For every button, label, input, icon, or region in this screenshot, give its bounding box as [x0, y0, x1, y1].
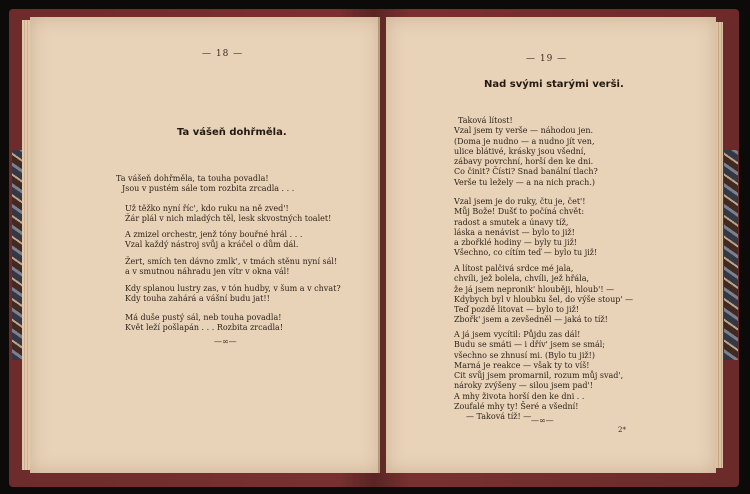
poem-line: Zoufalé mhy ty! Šeré a všední! [454, 402, 579, 412]
poem-line: Kdy touha zahárá a vášní budu jat!! [125, 294, 270, 304]
poem-line: nároky zvýšeny — silou jsem pad'! [454, 381, 593, 391]
left-stanza-5 [125, 284, 341, 305]
poem-line: radost a smutek a únavy tíž, [454, 217, 569, 227]
poem-line: Co činit? Čísti? Snad banální tlach? [454, 167, 598, 177]
right-stanza-2 [454, 197, 597, 259]
poem-line: Žár plál v nich mladých těl, lesk skvostných toalet! [125, 214, 332, 224]
left-stanza-1 [116, 174, 294, 195]
poem-line: že já jsem nepronik' hlouběji, hloub'! — [454, 284, 615, 294]
poem-line: Květ leží pošlapán . . . Rozbita zrcadla! [125, 323, 284, 333]
signature-mark: 2* [618, 426, 626, 434]
poem-line: Jsou v pustém sále tom rozbita zrcadla . . . [122, 184, 295, 194]
poem-line: Můj Bože! Dušť to počíná chvět: [454, 207, 585, 217]
left-ornament-divider: —∞— [214, 337, 237, 346]
poem-line: Vzal jsem je do ruky, čtu je, čet'! [454, 197, 586, 206]
poem-line: Už těžko nyní říc', kdo ruku na ně zved'! [125, 204, 289, 213]
poem-line: Kdy splanou lustry zas, v tón hudby, v šum a v chvat? [125, 284, 341, 293]
poem-line: Taková lítost! [458, 116, 513, 125]
right-poem-title: Nad svými starými verši. [484, 79, 624, 90]
poem-line: a zbořklé hodiny — byly tu již! [454, 238, 578, 248]
left-poem-title: Ta vášeň dohřměla. [177, 127, 287, 138]
poem-line: A já jsem vycítil: Půjdu zas dál! [454, 330, 581, 339]
poem-line: A zmizel orchestr, jenž tóny bouřné hrál . . . [125, 230, 303, 239]
poem-line: všechno se zhnusí mi. (Bylo tu již!) [454, 350, 595, 360]
poem-line: Všechno, co cítím teď — bylo tu již! [454, 248, 598, 258]
poem-line: láska a nenávist — bylo to již! [454, 227, 575, 237]
right-stanza-1 [454, 116, 598, 188]
poem-line: A mhy života horší den ke dni . . [454, 391, 585, 401]
left-stanza-3 [125, 230, 302, 251]
marbled-cover-right [724, 150, 738, 360]
poem-line: Budu se smáti — i dřív' jsem se smál; [454, 340, 605, 350]
left-stanza-6 [125, 313, 283, 334]
left-stanza-2 [125, 204, 331, 225]
right-ornament-divider: —∞— [531, 416, 554, 425]
left-stanza-4 [125, 257, 337, 278]
poem-line: Vzal jsem ty verše — náhodou jen. [454, 126, 594, 136]
poem-line: Má duše pustý sál, neb touha povadla! [125, 313, 282, 322]
poem-line: Marná je reakce — však ty to víš! [454, 360, 590, 370]
poem-line: ulice blátivé, krásky jsou všední, [454, 146, 586, 156]
poem-line: Vzal každý nástroj svůj a kráčel o dům dál. [125, 240, 299, 250]
right-stanza-4 [454, 330, 623, 423]
poem-line: — Taková tíž! — [466, 412, 532, 422]
poem-line: Kdybych byl v hloubku šel, do výše stoup' — [454, 294, 634, 304]
poem-line: zábavy povrchní, horší den ke dni. [454, 157, 594, 167]
page-edges-right [716, 22, 723, 468]
poem-line: Ta vášeň dohřměla, ta touha povadla! [116, 174, 269, 183]
poem-line: Cit svůj jsem promarnil, rozum můj svad', [454, 371, 624, 381]
poem-line: Žert, smích ten dávno zmlk', v tmách stěnu nyní sál! [125, 257, 338, 266]
poem-line: Teď pozdě litovat — bylo to již! [454, 305, 580, 315]
right-page-number: — 19 — [526, 54, 568, 64]
poem-line: Verše tu ležely — a na nich prach.) [454, 177, 595, 187]
poem-line: chvíli, jež bolela, chvíli, jež hřála, [454, 274, 590, 284]
poem-line: Zbořk' jsem a zevšedněl — jaká to tíž! [454, 315, 608, 325]
left-page-number: — 18 — [202, 49, 244, 59]
poem-line: (Doma je nudno — a nudno jít ven, [454, 136, 595, 146]
right-page [386, 17, 716, 473]
poem-line: A lítost palčivá srdce mé jala, [454, 264, 574, 273]
right-stanza-3 [454, 264, 633, 326]
left-page [30, 17, 380, 473]
poem-line: a v smutnou náhradu jen vítr v okna vál! [125, 267, 290, 277]
